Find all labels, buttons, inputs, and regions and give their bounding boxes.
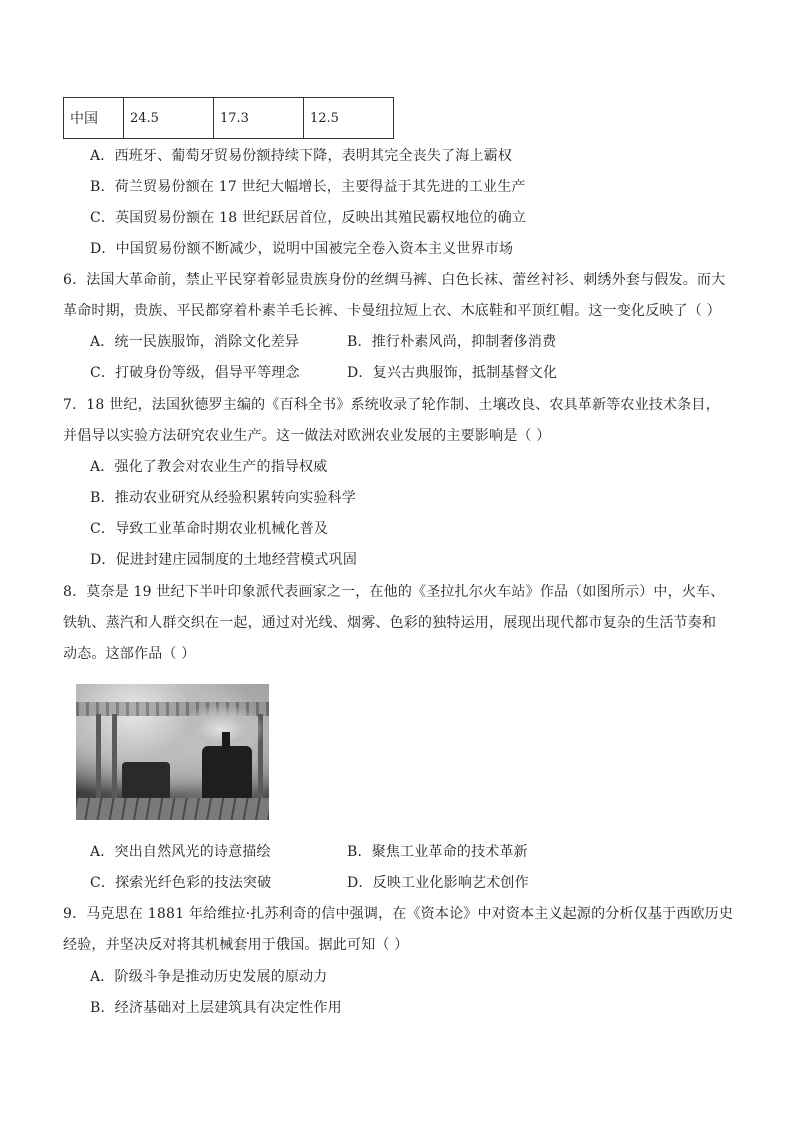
trade-share-table [63,97,394,139]
table-cell-value: 17.3 [214,98,304,139]
painting-pillar [112,714,117,800]
q5-option-d: D．中国贸易份额不断减少，说明中国被完全卷入资本主义世界市场 [90,241,514,257]
q6-option-d: D．复兴古典服饰，抵制基督文化 [347,365,558,381]
q6-option-c: C．打破身份等级，倡导平等理念 [90,365,300,381]
q5-option-c: C．英国贸易份额在 18 世纪跃居首位，反映出其殖民霸权地位的确立 [90,210,527,226]
q6-stem-line-1: 6．法国大革命前，禁止平民穿着彰显贵族身份的丝绸马裤、白色长袜、蕾丝衬衫、刺绣外套与假发。而大 [63,272,726,288]
q8-stem-line-3: 动态。这部作品（ ） [63,646,196,662]
q6-option-a: A．统一民族服饰，消除文化差异 [90,334,300,350]
q8-option-d: D．反映工业化影响艺术创作 [347,875,529,891]
table-row [64,98,394,139]
table-cell-value: 24.5 [124,98,214,139]
painting-locomotive [122,762,170,798]
painting-tracks [76,798,269,820]
painting-locomotive [202,746,252,798]
q7-stem-line-1: 7．18 世纪，法国狄德罗主编的《百科全书》系统收录了轮作制、土壤改良、农具革新等农业技术条目， [63,397,720,413]
q7-option-b: B．推动农业研究从经验积累转向实验科学 [90,490,357,506]
q7-stem-line-2: 并倡导以实验方法研究农业生产。这一做法对欧洲农业发展的主要影响是（ ） [63,428,551,444]
q9-stem-line-1: 9．马克思在 1881 年给维拉·扎苏利奇的信中强调，在《资本论》中对资本主义起源的分析仅基于西欧历史 [63,906,734,922]
q9-stem-line-2: 经验，并坚决反对将其机械套用于俄国。据此可知（ ） [63,937,409,953]
table-cell-value: 12.5 [304,98,394,139]
q8-stem-line-2: 铁轨、蒸汽和人群交织在一起，通过对光线、烟雾、色彩的独特运用，展现出现代都市复杂的生活节奏和 [63,615,717,631]
monet-gare-saint-lazare-painting [76,684,269,820]
q8-stem-line-1: 8．莫奈是 19 世纪下半叶印象派代表画家之一，在他的《圣拉扎尔火车站》作品（如图所示）中，火车、 [63,584,725,600]
painting-pillar [96,714,101,800]
q6-stem-line-2: 革命时期，贵族、平民都穿着朴素羊毛长裤、卡曼纽拉短上衣、木底鞋和平顶红帽。这一变化反映了（ ） [63,303,721,319]
q9-option-b: B．经济基础对上层建筑具有决定性作用 [90,1000,342,1016]
q8-option-c: C．探索光纤色彩的技法突破 [90,875,272,891]
table-cell-country: 中国 [64,98,124,139]
q7-option-c: C．导致工业革命时期农业机械化普及 [90,521,329,537]
q5-option-a: A．西班牙、葡萄牙贸易份额持续下降，表明其完全丧失了海上霸权 [90,148,513,164]
q7-option-d: D．促进封建庄园制度的土地经营模式巩固 [90,552,358,568]
q7-option-a: A．强化了教会对农业生产的指导权威 [90,459,328,475]
q6-option-b: B．推行朴素风尚，抑制奢侈消费 [347,334,557,350]
q8-option-a: A．突出自然风光的诗意描绘 [90,844,271,860]
q5-option-b: B．荷兰贸易份额在 17 世纪大幅增长，主要得益于其先进的工业生产 [90,179,526,195]
q9-option-a: A．阶级斗争是推动历史发展的原动力 [90,969,328,985]
q8-option-b: B．聚焦工业革命的技术革新 [347,844,528,860]
